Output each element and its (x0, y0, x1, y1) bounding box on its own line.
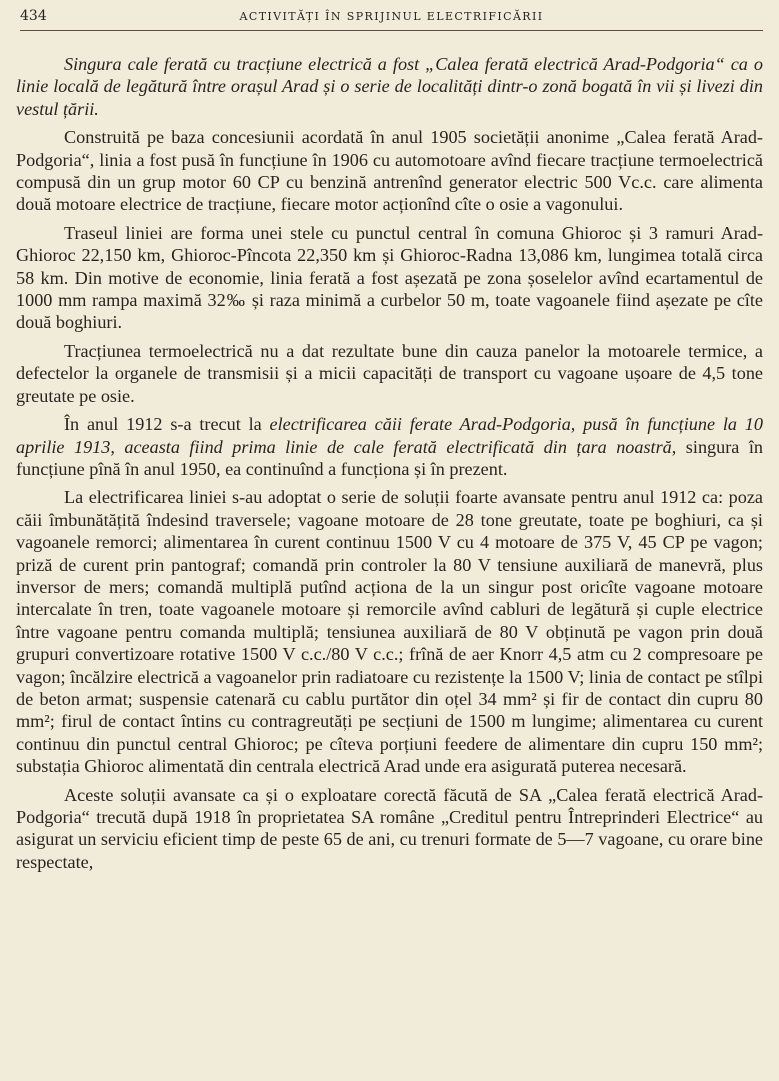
electrification-tail: , singura în funcțiune pînă în anul 1950, ea continuînd a funcționa și în prezent. (16, 436, 763, 479)
paragraph-operation: Aceste soluții avansate ca și o exploatare corectă făcută de SA „Calea ferată electrică Arad-Podgoria“ trecută după 1918 în proprietatea SA române „Creditul pentru Întreprinderi Electrice“ au asigurat un serviciu eficient timp de peste 65 de ani, cu trenuri formate de 5—7 vagoane, cu orare bine respectate, (16, 784, 763, 872)
paragraph-electrification (16, 413, 763, 480)
body-text (16, 53, 763, 873)
paragraph-intro: Singura cale ferată cu tracțiune electrică a fost „Calea ferată electrică Arad-Podgoria“ ca o linie locală de legătură între orașul Arad și o serie de localități dintr-o zonă bogată în vii și livezi din vestul țării. (16, 54, 763, 119)
electrification-emphasis: electrificarea căii ferate Arad-Podgoria, pusă în funcțiune la 10 aprilie 1913, aceasta fiind prima linie de cale ferată electrificată din țara noastră (16, 414, 763, 457)
running-title: ACTIVITĂȚI ÎN SPRIJINUL ELECTRIFICĂRII (239, 10, 544, 23)
paragraph-solutions: La electrificarea liniei s-au adoptat o serie de soluții foarte avansate pentru anul 1912 ca: poza căii îmbunătățită îndesind traversele; vagoane motoare de 28 tone greutate, toate pe boghiuri, ca și vagoanele remorci; alimentarea în curent continuu 1500 V cu 4 motoare de 375 V, 45 CP pe vagon; priză de curent prin pantograf; comandă prin controler la 80 V tensiune auxiliară de manevră, plus inversor de mers; comandă multiplă putînd acționa de la un singur post oricîte vagoane motoare intercalate în tren, toate vagoanele motoare și remorcile avînd cabluri de legătură și cuple electrice între vagoane pentru comanda multiplă; tensiunea auxiliară de 80 V obținută pe vagon prin două grupuri convertizoare rotative 1500 V c.c./80 V c.c.; frînă de aer Knorr 4,5 atm cu 2 compresoare pe vagon; încălzire electrică a vagoanelor prin radiatoare cu rezistențe la 1500 V; linia de contact pe stîlpi de beton armat; suspensie catenară cu cablu purtător din oțel 34 mm² și fir de contact din cupru 80 mm²; firul de contact întins cu contragreutăți pe secțiuni de 1500 m lungime; alimentarea cu curent continuu din punctul central Ghioroc; pe cîteva porțiuni feedere de alimentare din cupru 150 mm²; substația Ghioroc alimentată din centrala electrică Arad unde era asigurată puterea necesară. (16, 487, 763, 777)
paragraph-route: Traseul liniei are forma unei stele cu punctul central în comuna Ghioroc și 3 ramuri Arad-Ghioroc 22,150 km, Ghioroc-Pîncota 22,350 km și Ghioroc-Radna 13,086 km, lungimea totală circa 58 km. Din motive de economie, linia ferată a fost așezată pe zona șoselelor avînd ecartamentul de 1000 mm rampa maximă 32‰ și raza minimă a curbelor 50 m, toate vagoanele fiind așezate pe cîte două boghiuri. (16, 222, 763, 333)
paragraph-thermoelectric: Tracțiunea termoelectrică nu a dat rezultate bune din cauza panelor la motoarele termice, a defectelor la organele de transmisii și a micii capacități de transport cu vagoane ușoare de 4,5 tone greutate pe osie. (16, 340, 763, 406)
page-header (20, 8, 763, 31)
paragraph-concession: Construită pe baza concesiunii acordată în anul 1905 societății anonime „Calea ferată Arad-Podgoria“, linia a fost pusă în funcțiune în 1906 cu automotoare avînd fiecare tracțiune termoelectrică compusă din un grup motor 60 CP cu benzină antrenînd generator electric 500 Vc.c. care alimenta două motoare electrice de tracțiune, fiecare motor acționînd cîte o osie a vagonului. (16, 127, 763, 215)
electrification-lead: În anul 1912 s-a trecut la (64, 414, 270, 435)
page-number: 434 (20, 8, 47, 24)
